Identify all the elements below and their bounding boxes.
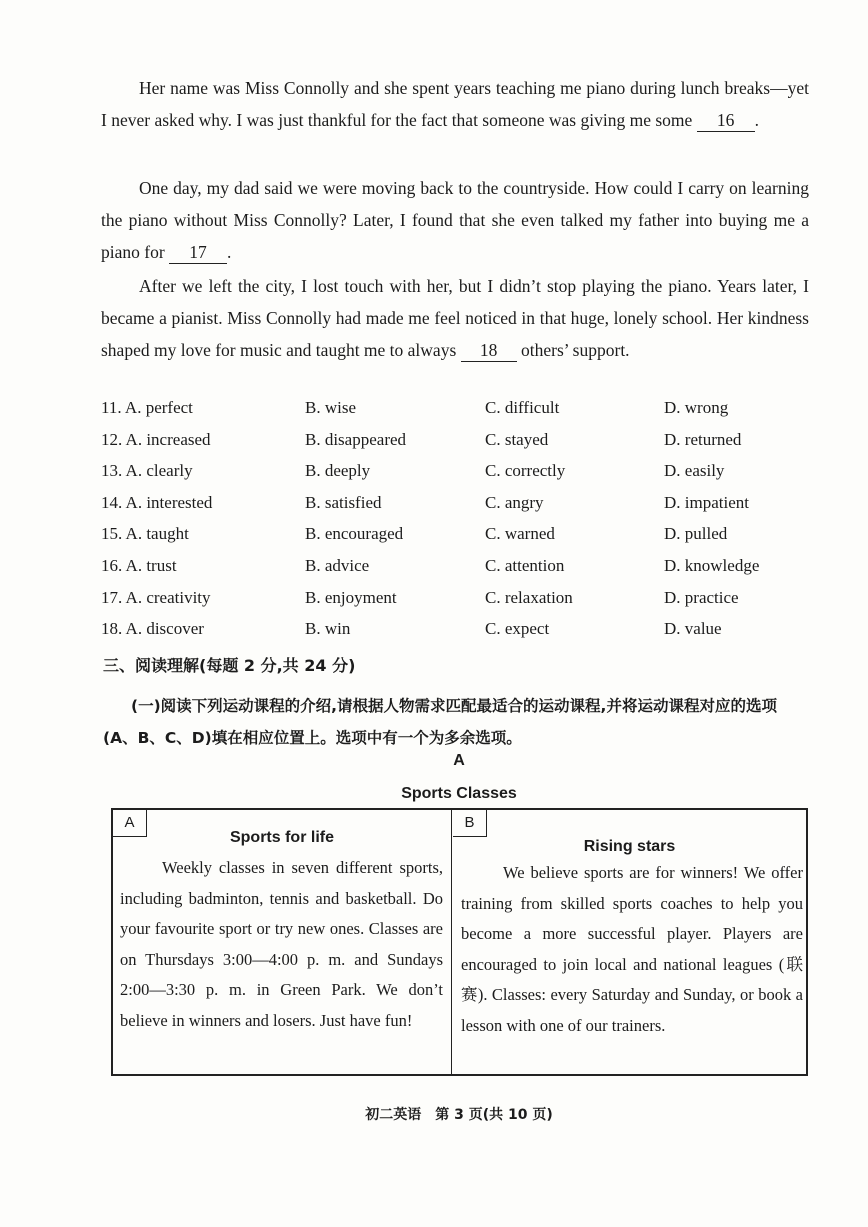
option: D. returned [664, 429, 742, 449]
section-instruction [103, 690, 811, 754]
option-row-16 [101, 554, 821, 586]
class-panel-b [453, 810, 806, 1074]
option: C. attention [485, 555, 565, 575]
option: 13. A. clearly [101, 461, 193, 481]
option: D. practice [664, 587, 739, 607]
passage-paragraph-1 [101, 72, 809, 136]
sports-classes-box [111, 808, 808, 1076]
option: 18. A. discover [101, 619, 204, 639]
option: B. deeply [305, 461, 371, 481]
option: C. correctly [485, 461, 566, 481]
paragraph-text: Her name was Miss Connolly and she spent years teaching me piano during lunch breaks—yet I never asked why. I was just thankful for the fact that someone was giving me some [101, 78, 809, 130]
option: C. expect [485, 619, 550, 639]
passage-paragraph-3 [101, 270, 809, 366]
option: B. enjoyment [305, 587, 397, 607]
option-tag: B [453, 810, 487, 837]
option: B. encouraged [305, 524, 404, 544]
class-title: Sports for life [229, 829, 334, 846]
passage-title: Sports Classes [401, 785, 517, 802]
option-tag: A [113, 810, 147, 837]
paragraph-text: After we left the city, I lost touch with her, but I didn’t stop playing the piano. Years later, I became a pianist. Miss Connolly had made me feel noticed in that huge, lonely school. Her kindness shaped my love for music and taught me to always [101, 276, 809, 360]
option-row-11 [101, 396, 821, 428]
paragraph-ending: others’ support. [521, 340, 630, 360]
option-row-18 [101, 617, 821, 649]
option: B. disappeared [305, 429, 407, 449]
option: B. wise [305, 398, 356, 417]
option: C. relaxation [485, 587, 573, 607]
blank-18: 18 [461, 339, 517, 362]
blank-17: 17 [169, 241, 227, 264]
option: D. value [664, 619, 722, 639]
option: 11. A. perfect [101, 398, 193, 417]
class-title: Rising stars [583, 838, 676, 855]
class-text: Weekly classes in seven different sports, including badminton, tennis and basketball. Do your favourite sport or try new ones. Classes are on Thursdays 3:00—4:00 p. m. and Sundays 2:00—3:30 p. m. in Green Park. We don’t believe in winners and losers. Just have fun! [120, 858, 443, 1030]
options-grid [101, 396, 821, 649]
option: 14. A. interested [101, 492, 213, 512]
option: D. pulled [664, 524, 728, 544]
option: C. stayed [485, 429, 549, 449]
option: B. advice [305, 555, 370, 575]
option-row-12 [101, 428, 821, 460]
class-panel-a [113, 810, 451, 1074]
option: B. win [305, 619, 351, 639]
option-row-14 [101, 491, 821, 523]
option: C. angry [485, 492, 544, 512]
option: C. difficult [485, 398, 560, 417]
part-label: A [453, 752, 465, 769]
class-text: We believe sports are for winners! We offer training from skilled sports coaches to help you become a more successful player. Players are encouraged to join local and national leagues (联赛). Classes: every Saturday and Sunday, or book a lesson with one of our trainers. [461, 863, 803, 1035]
option: C. warned [485, 524, 555, 544]
page-footer: 初二英语 第 3 页(共 10 页) [365, 1107, 553, 1123]
option: 16. A. trust [101, 555, 177, 575]
punctuation: . [227, 242, 232, 262]
option-row-15 [101, 522, 821, 554]
passage-paragraph-2 [101, 172, 809, 268]
blank-16: 16 [697, 109, 755, 132]
class-description [120, 853, 443, 1036]
option-row-17 [101, 586, 821, 618]
option: D. knowledge [664, 555, 760, 575]
option: 15. A. taught [101, 524, 189, 544]
option: 12. A. increased [101, 429, 211, 449]
option: D. easily [664, 461, 725, 481]
section-heading: 三、阅读理解(每题 2 分,共 24 分) [103, 656, 356, 675]
option-row-13 [101, 459, 821, 491]
option: B. satisfied [305, 492, 382, 512]
option: D. impatient [664, 492, 749, 512]
option: 17. A. creativity [101, 587, 211, 607]
option: D. wrong [664, 398, 729, 417]
punctuation: . [754, 110, 760, 130]
instruction-text: (一)阅读下列运动课程的介绍,请根据人物需求匹配最适合的运动课程,并将运动课程对应的选项(A、B、C、D)填在相应位置上。选项中有一个为多余选项。 [103, 697, 777, 747]
class-description [461, 858, 803, 1041]
paragraph-text: One day, my dad said we were moving back to the countryside. How could I carry on learning the piano without Miss Connolly? Later, I found that she even talked my father into buying me a piano for [101, 178, 809, 262]
column-divider [451, 810, 452, 1074]
